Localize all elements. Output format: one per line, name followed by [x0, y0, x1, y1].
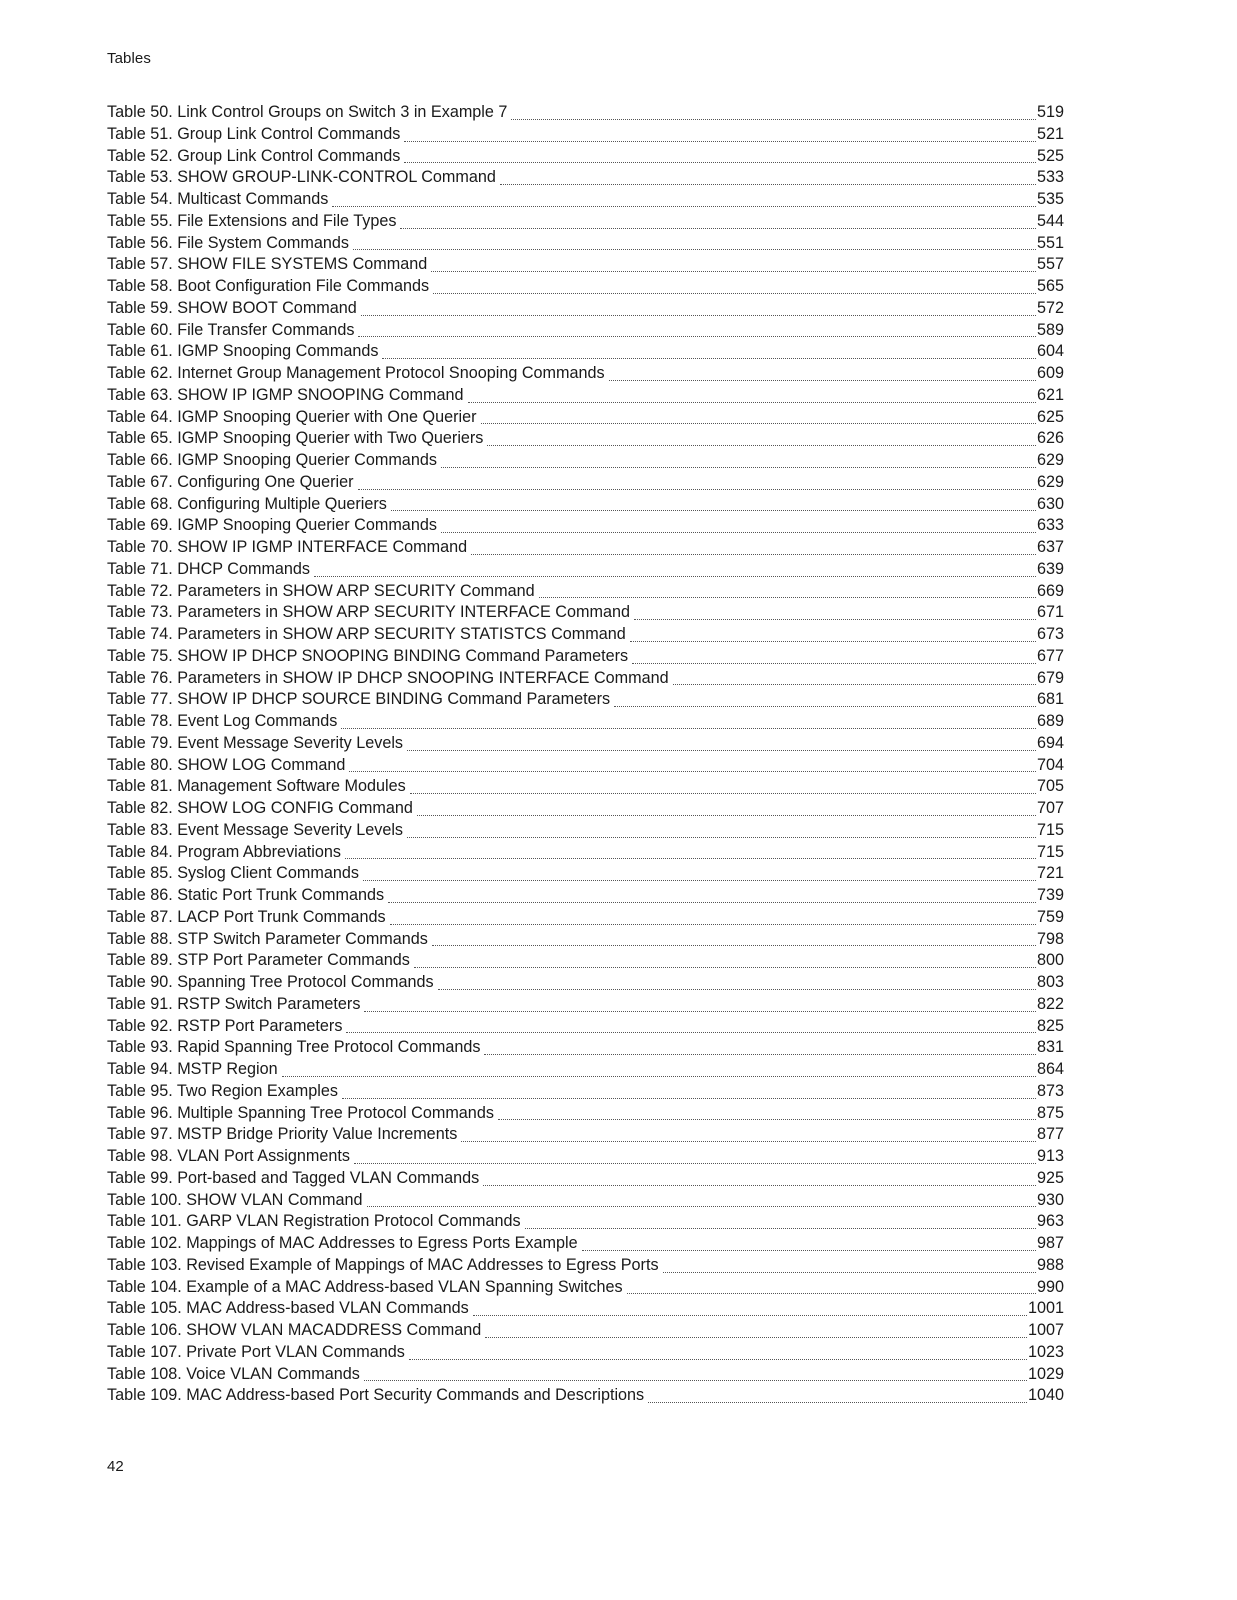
- toc-entry-page-number: 822: [1036, 994, 1064, 1013]
- toc-entry[interactable]: [107, 1146, 1064, 1168]
- toc-entry-title: Table 95. Two Region Examples: [107, 1081, 338, 1100]
- dot-leader: [364, 1011, 1036, 1012]
- dot-leader: [461, 1141, 1036, 1142]
- dot-leader: [630, 641, 1036, 642]
- toc-entry[interactable]: [107, 1342, 1064, 1364]
- toc-entry-page-number: 987: [1036, 1234, 1064, 1252]
- toc-entry-title: Table 99. Port-based and Tagged VLAN Commands: [107, 1168, 480, 1187]
- toc-entry[interactable]: [107, 1124, 1064, 1146]
- toc-entry-page-number: 629: [1036, 451, 1064, 469]
- toc-entry[interactable]: [107, 515, 1064, 537]
- dot-leader: [404, 141, 1036, 142]
- toc-entry-title: Table 65. IGMP Snooping Querier with Two Queriers: [107, 429, 484, 448]
- dot-leader: [346, 1032, 1036, 1033]
- table-of-tables-list: [107, 102, 1064, 1407]
- toc-entry-title: Table 101. GARP VLAN Registration Protocol Commands: [107, 1212, 521, 1231]
- dot-leader: [498, 1119, 1036, 1120]
- dot-leader: [663, 1272, 1036, 1273]
- toc-entry-page-number: 930: [1036, 1190, 1064, 1209]
- dot-leader: [364, 1380, 1027, 1381]
- dot-leader: [342, 1098, 1036, 1099]
- dot-leader: [500, 184, 1036, 185]
- toc-entry-page-number: 604: [1036, 342, 1064, 361]
- toc-entry-title: Table 85. Syslog Client Commands: [107, 864, 359, 883]
- toc-entry-page-number: 673: [1036, 625, 1064, 643]
- toc-entry-page-number: 630: [1036, 494, 1064, 513]
- toc-entry[interactable]: [107, 994, 1064, 1016]
- toc-entry[interactable]: [107, 1385, 1064, 1407]
- toc-entry[interactable]: [107, 363, 1064, 385]
- toc-entry[interactable]: [107, 341, 1064, 363]
- toc-entry-title: Table 77. SHOW IP DHCP SOURCE BINDING Command Parameters: [107, 690, 611, 709]
- toc-entry-page-number: 535: [1036, 190, 1064, 208]
- toc-entry-title: Table 71. DHCP Commands: [107, 559, 311, 578]
- toc-entry[interactable]: [107, 1190, 1064, 1212]
- toc-entry-title: Table 97. MSTP Bridge Priority Value Increments: [107, 1125, 458, 1144]
- toc-entry-page-number: 759: [1036, 907, 1064, 926]
- toc-entry-title: Table 60. File Transfer Commands: [107, 320, 355, 339]
- toc-entry-page-number: 913: [1036, 1147, 1064, 1165]
- dot-leader: [627, 1293, 1036, 1294]
- toc-entry-page-number: 800: [1036, 951, 1064, 970]
- toc-entry[interactable]: [107, 776, 1064, 798]
- toc-entry-page-number: 637: [1036, 538, 1064, 556]
- toc-entry[interactable]: [107, 1298, 1064, 1320]
- toc-entry[interactable]: [107, 711, 1064, 733]
- toc-entry-page-number: 715: [1036, 820, 1064, 839]
- toc-entry[interactable]: [107, 1103, 1064, 1125]
- dot-leader: [473, 1315, 1027, 1316]
- toc-entry-title: Table 69. IGMP Snooping Querier Commands: [107, 516, 437, 535]
- dot-leader: [417, 815, 1036, 816]
- toc-entry-title: Table 57. SHOW FILE SYSTEMS Command: [107, 255, 428, 274]
- toc-entry[interactable]: [107, 1233, 1064, 1255]
- toc-entry-title: Table 93. Rapid Spanning Tree Protocol Commands: [107, 1038, 481, 1057]
- toc-entry[interactable]: [107, 1277, 1064, 1299]
- dot-leader: [441, 532, 1036, 533]
- toc-entry[interactable]: [107, 407, 1064, 429]
- dot-leader: [648, 1402, 1027, 1403]
- dot-leader: [382, 358, 1036, 359]
- toc-entry-page-number: 864: [1036, 1060, 1064, 1078]
- dot-leader: [673, 684, 1036, 685]
- dot-leader: [341, 728, 1036, 729]
- dot-leader: [432, 945, 1036, 946]
- toc-entry-page-number: 705: [1036, 777, 1064, 796]
- toc-entry[interactable]: [107, 450, 1064, 472]
- toc-entry-page-number: 739: [1036, 886, 1064, 904]
- toc-entry-title: Table 83. Event Message Severity Levels: [107, 820, 404, 839]
- toc-entry[interactable]: [107, 646, 1064, 668]
- dot-leader: [632, 663, 1036, 664]
- toc-entry-title: Table 80. SHOW LOG Command: [107, 755, 346, 774]
- toc-entry-page-number: 639: [1036, 559, 1064, 578]
- dot-leader: [367, 1206, 1036, 1207]
- dot-leader: [345, 858, 1036, 859]
- toc-entry-title: Table 103. Revised Example of Mappings of MAC Addresses to Egress Ports: [107, 1255, 659, 1274]
- toc-entry-page-number: 715: [1036, 842, 1064, 861]
- toc-entry-page-number: 1001: [1027, 1299, 1064, 1318]
- toc-entry[interactable]: [107, 602, 1064, 624]
- toc-entry-page-number: 707: [1036, 799, 1064, 817]
- toc-entry-title: Table 84. Program Abbreviations: [107, 842, 341, 861]
- toc-entry-title: Table 73. Parameters in SHOW ARP SECURITY INTERFACE Command: [107, 603, 630, 622]
- toc-entry-page-number: 589: [1036, 320, 1064, 339]
- toc-entry-title: Table 50. Link Control Groups on Switch 3 in Example 7: [107, 103, 508, 121]
- toc-entry[interactable]: [107, 233, 1064, 255]
- toc-entry[interactable]: [107, 494, 1064, 516]
- toc-entry-title: Table 90. Spanning Tree Protocol Commands: [107, 973, 434, 991]
- toc-entry-page-number: 925: [1036, 1168, 1064, 1187]
- toc-entry-page-number: 963: [1036, 1212, 1064, 1231]
- toc-entry[interactable]: [107, 1081, 1064, 1103]
- toc-entry-title: Table 56. File System Commands: [107, 233, 350, 252]
- toc-entry-page-number: 525: [1036, 146, 1064, 165]
- toc-entry[interactable]: [107, 559, 1064, 581]
- dot-leader: [349, 771, 1036, 772]
- toc-entry-title: Table 96. Multiple Spanning Tree Protocol Commands: [107, 1103, 494, 1122]
- dot-leader: [433, 293, 1036, 294]
- toc-entry-page-number: 669: [1036, 581, 1064, 600]
- toc-entry-page-number: 694: [1036, 733, 1064, 752]
- toc-entry[interactable]: [107, 146, 1064, 168]
- toc-entry-title: Table 70. SHOW IP IGMP INTERFACE Command: [107, 538, 468, 556]
- toc-entry-page-number: 533: [1036, 168, 1064, 187]
- toc-entry[interactable]: [107, 1168, 1064, 1190]
- dot-leader: [582, 1250, 1036, 1251]
- toc-entry-page-number: 990: [1036, 1277, 1064, 1296]
- toc-entry-page-number: 677: [1036, 646, 1064, 665]
- dot-leader: [400, 228, 1036, 229]
- toc-entry-title: Table 89. STP Port Parameter Commands: [107, 951, 410, 970]
- toc-entry-title: Table 87. LACP Port Trunk Commands: [107, 907, 386, 926]
- toc-entry-title: Table 82. SHOW LOG CONFIG Command: [107, 799, 413, 817]
- toc-entry-page-number: 1040: [1027, 1386, 1064, 1405]
- toc-entry[interactable]: [107, 189, 1064, 211]
- toc-entry-title: Table 72. Parameters in SHOW ARP SECURITY Command: [107, 581, 535, 600]
- toc-entry-title: Table 62. Internet Group Management Protocol Snooping Commands: [107, 364, 605, 382]
- toc-entry[interactable]: [107, 1320, 1064, 1342]
- toc-entry-page-number: 875: [1036, 1103, 1064, 1122]
- toc-entry-page-number: 626: [1036, 429, 1064, 448]
- toc-entry-page-number: 544: [1036, 211, 1064, 230]
- toc-entry[interactable]: [107, 167, 1064, 189]
- toc-entry-title: Table 67. Configuring One Querier: [107, 472, 354, 491]
- toc-entry[interactable]: [107, 842, 1064, 864]
- dot-leader: [484, 1054, 1036, 1055]
- toc-entry-page-number: 679: [1036, 668, 1064, 687]
- toc-entry-title: Table 105. MAC Address-based VLAN Commands: [107, 1299, 469, 1318]
- dot-leader: [431, 271, 1036, 272]
- toc-entry-page-number: 1007: [1027, 1321, 1064, 1339]
- toc-entry[interactable]: [107, 820, 1064, 842]
- toc-entry-title: Table 107. Private Port VLAN Commands: [107, 1342, 405, 1361]
- toc-entry-title: Table 53. SHOW GROUP-LINK-CONTROL Command: [107, 168, 496, 187]
- toc-entry-page-number: 633: [1036, 516, 1064, 535]
- toc-entry[interactable]: [107, 733, 1064, 755]
- dot-leader: [409, 1359, 1027, 1360]
- dot-leader: [511, 119, 1036, 120]
- dot-leader: [358, 336, 1036, 337]
- toc-entry-title: Table 109. MAC Address-based Port Security Commands and Descriptions: [107, 1386, 645, 1405]
- toc-entry-title: Table 74. Parameters in SHOW ARP SECURITY STATISTCS Command: [107, 625, 626, 643]
- toc-entry-title: Table 102. Mappings of MAC Addresses to Egress Ports Example: [107, 1234, 578, 1252]
- toc-entry-title: Table 64. IGMP Snooping Querier with One Querier: [107, 407, 477, 426]
- dot-leader: [483, 1185, 1036, 1186]
- toc-entry[interactable]: [107, 755, 1064, 777]
- toc-entry[interactable]: [107, 320, 1064, 342]
- toc-entry-page-number: 565: [1036, 277, 1064, 295]
- toc-entry-title: Table 79. Event Message Severity Levels: [107, 733, 404, 752]
- toc-entry[interactable]: [107, 798, 1064, 820]
- toc-entry-title: Table 54. Multicast Commands: [107, 190, 329, 208]
- toc-entry-page-number: 1023: [1027, 1342, 1064, 1361]
- toc-entry-page-number: 629: [1036, 472, 1064, 491]
- dot-leader: [407, 750, 1036, 751]
- dot-leader: [485, 1337, 1027, 1338]
- toc-entry-page-number: 519: [1036, 103, 1064, 121]
- page-number: 42: [107, 1458, 124, 1475]
- toc-entry-page-number: 798: [1036, 929, 1064, 948]
- dot-leader: [441, 467, 1036, 468]
- dot-leader: [390, 924, 1036, 925]
- dot-leader: [487, 445, 1036, 446]
- toc-entry-title: Table 78. Event Log Commands: [107, 712, 338, 730]
- toc-entry-page-number: 704: [1036, 755, 1064, 774]
- toc-entry[interactable]: [107, 907, 1064, 929]
- toc-entry-title: Table 52. Group Link Control Commands: [107, 146, 401, 165]
- dot-leader: [471, 554, 1036, 555]
- dot-leader: [363, 880, 1036, 881]
- toc-entry-title: Table 81. Management Software Modules: [107, 777, 406, 796]
- toc-entry[interactable]: [107, 689, 1064, 711]
- toc-entry-title: Table 86. Static Port Trunk Commands: [107, 886, 385, 904]
- toc-entry[interactable]: [107, 385, 1064, 407]
- toc-entry-title: Table 108. Voice VLAN Commands: [107, 1364, 360, 1383]
- toc-entry[interactable]: [107, 211, 1064, 233]
- toc-entry[interactable]: [107, 668, 1064, 690]
- toc-entry-page-number: 877: [1036, 1125, 1064, 1144]
- toc-entry-title: Table 59. SHOW BOOT Command: [107, 298, 357, 317]
- toc-entry-title: Table 61. IGMP Snooping Commands: [107, 342, 379, 361]
- toc-entry-title: Table 104. Example of a MAC Address-based VLAN Spanning Switches: [107, 1277, 623, 1296]
- toc-entry-page-number: 625: [1036, 407, 1064, 426]
- toc-entry-page-number: 681: [1036, 690, 1064, 709]
- toc-entry[interactable]: [107, 472, 1064, 494]
- toc-entry[interactable]: [107, 972, 1064, 994]
- toc-entry-page-number: 721: [1036, 864, 1064, 883]
- dot-leader: [539, 597, 1036, 598]
- dot-leader: [438, 989, 1036, 990]
- toc-entry-title: Table 68. Configuring Multiple Queriers: [107, 494, 387, 513]
- dot-leader: [358, 489, 1036, 490]
- toc-entry-page-number: 609: [1036, 364, 1064, 382]
- toc-entry[interactable]: [107, 276, 1064, 298]
- toc-entry-page-number: 873: [1036, 1081, 1064, 1100]
- toc-entry-page-number: 572: [1036, 298, 1064, 317]
- running-header: Tables: [107, 50, 151, 67]
- toc-entry[interactable]: [107, 1059, 1064, 1081]
- toc-entry[interactable]: [107, 254, 1064, 276]
- toc-entry[interactable]: [107, 124, 1064, 146]
- toc-entry-title: Table 88. STP Switch Parameter Commands: [107, 929, 428, 948]
- dot-leader: [314, 576, 1036, 577]
- dot-leader: [388, 902, 1036, 903]
- toc-entry-title: Table 76. Parameters in SHOW IP DHCP SNOOPING INTERFACE Command: [107, 668, 669, 687]
- dot-leader: [481, 423, 1036, 424]
- toc-entry-page-number: 521: [1036, 124, 1064, 143]
- dot-leader: [525, 1228, 1036, 1229]
- toc-entry[interactable]: [107, 1037, 1064, 1059]
- dot-leader: [282, 1076, 1036, 1077]
- toc-entry-page-number: 671: [1036, 603, 1064, 622]
- dot-leader: [407, 837, 1036, 838]
- toc-entry-title: Table 75. SHOW IP DHCP SNOOPING BINDING Command Parameters: [107, 646, 629, 665]
- toc-entry-title: Table 106. SHOW VLAN MACADDRESS Command: [107, 1321, 482, 1339]
- toc-entry[interactable]: [107, 428, 1064, 450]
- toc-entry-title: Table 55. File Extensions and File Types: [107, 211, 397, 230]
- dot-leader: [468, 402, 1036, 403]
- dot-leader: [410, 793, 1036, 794]
- toc-entry-page-number: 803: [1036, 973, 1064, 991]
- toc-entry-page-number: 1029: [1027, 1364, 1064, 1383]
- toc-entry-title: Table 91. RSTP Switch Parameters: [107, 994, 361, 1013]
- toc-entry-page-number: 621: [1036, 385, 1064, 404]
- dot-leader: [361, 315, 1036, 316]
- toc-entry[interactable]: [107, 1364, 1064, 1386]
- toc-entry[interactable]: [107, 863, 1064, 885]
- toc-entry[interactable]: [107, 1016, 1064, 1038]
- toc-entry[interactable]: [107, 929, 1064, 951]
- toc-entry-page-number: 831: [1036, 1038, 1064, 1057]
- dot-leader: [353, 249, 1036, 250]
- toc-entry[interactable]: [107, 950, 1064, 972]
- dot-leader: [414, 967, 1036, 968]
- toc-entry-title: Table 66. IGMP Snooping Querier Commands: [107, 451, 437, 469]
- toc-entry-title: Table 100. SHOW VLAN Command: [107, 1190, 363, 1209]
- toc-entry-page-number: 689: [1036, 712, 1064, 730]
- toc-entry[interactable]: [107, 624, 1064, 646]
- toc-entry[interactable]: [107, 298, 1064, 320]
- dot-leader: [404, 162, 1036, 163]
- toc-entry[interactable]: [107, 102, 1064, 124]
- toc-entry-page-number: 551: [1036, 233, 1064, 252]
- toc-entry[interactable]: [107, 1211, 1064, 1233]
- toc-entry-title: Table 51. Group Link Control Commands: [107, 124, 401, 143]
- toc-entry-page-number: 825: [1036, 1016, 1064, 1035]
- dot-leader: [332, 206, 1036, 207]
- toc-entry[interactable]: [107, 1255, 1064, 1277]
- dot-leader: [614, 706, 1036, 707]
- toc-entry-title: Table 92. RSTP Port Parameters: [107, 1016, 343, 1035]
- toc-entry-title: Table 94. MSTP Region: [107, 1060, 278, 1078]
- toc-entry-title: Table 98. VLAN Port Assignments: [107, 1147, 350, 1165]
- toc-entry-page-number: 557: [1036, 255, 1064, 274]
- toc-entry-title: Table 58. Boot Configuration File Commands: [107, 277, 430, 295]
- toc-entry-title: Table 63. SHOW IP IGMP SNOOPING Command: [107, 385, 464, 404]
- toc-entry-page-number: 988: [1036, 1255, 1064, 1274]
- dot-leader: [391, 510, 1036, 511]
- dot-leader: [354, 1163, 1036, 1164]
- toc-entry[interactable]: [107, 581, 1064, 603]
- dot-leader: [634, 619, 1036, 620]
- dot-leader: [609, 380, 1036, 381]
- toc-entry[interactable]: [107, 885, 1064, 907]
- toc-entry[interactable]: [107, 537, 1064, 559]
